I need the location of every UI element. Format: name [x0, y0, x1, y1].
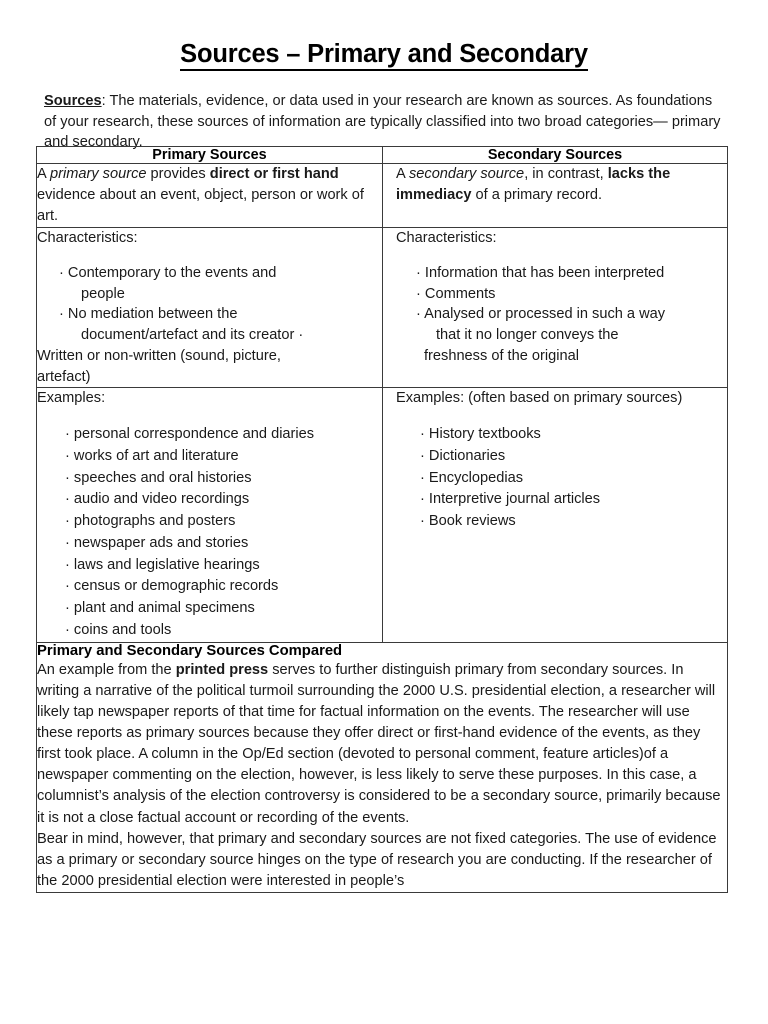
cell-secondary-examples	[383, 388, 728, 642]
primary-characteristic-line: · Contemporary to the events and	[59, 265, 277, 281]
compared-heading: Primary and Secondary Sources Compared	[37, 642, 343, 659]
sources-comparison-table	[36, 146, 728, 893]
list-item: · speeches and oral histories	[65, 468, 382, 489]
secondary-characteristic-line: · Information that has been interpreted	[416, 265, 665, 281]
list-item: · plant and animal specimens	[65, 598, 382, 619]
list-item: · photographs and posters	[65, 511, 382, 532]
page-title-text: Sources – Primary and Secondary	[180, 40, 588, 71]
intro-lead-colon: :	[101, 93, 106, 109]
primary-characteristic-line: · No mediation between the	[59, 306, 238, 323]
table-header-row	[37, 147, 728, 164]
cell-primary-characteristics	[37, 228, 383, 388]
primary-characteristic-line: Written or non-written (sound, picture,	[37, 347, 281, 364]
primary-def-part1: A	[37, 166, 50, 182]
primary-definition-text	[37, 164, 382, 227]
primary-characteristic-line: artefact)	[37, 368, 91, 385]
secondary-def-part3: of a primary record.	[471, 187, 603, 203]
list-item: · laws and legislative hearings	[65, 555, 382, 576]
header-primary-sources: Primary Sources	[37, 147, 383, 164]
secondary-characteristic-line: freshness of the original	[424, 347, 579, 364]
compared-p1-bold: printed press	[175, 661, 269, 678]
cell-secondary-characteristics	[383, 228, 728, 388]
cell-primary-examples	[37, 388, 383, 642]
secondary-definition-text	[396, 164, 727, 206]
cell-sources-compared	[37, 642, 728, 893]
list-item: · works of art and literature	[65, 446, 382, 467]
list-item: · Book reviews	[420, 511, 727, 532]
intro-paragraph	[44, 91, 726, 153]
secondary-characteristics-label: Characteristics:	[396, 230, 497, 246]
table-row-examples	[37, 388, 728, 642]
list-item: · Dictionaries	[420, 446, 727, 467]
primary-characteristic-line: document/artefact and its creator ·	[81, 327, 304, 344]
list-item: · Interpretive journal articles	[420, 489, 727, 510]
compared-p1-part-b: serves to further distinguish primary from secondary sources. In writing a narrative of the political turmoil surrounding the 2000 U.S. presidential election, a researcher will likely tap newspaper reports of that time for factual information on the events. The researcher will use these reports as primary sources because they offer direct or first-hand evidence of the events, as they first took place. A column in the Op/Ed section (devoted to personal comment, feature articles)of a newspaper commenting on the election, however, is less likely to serve these purposes. In this case, a columnist’s analysis of the election controversy is considered to be a secondary source, primarily because it is not a close factual account or recording of the events.	[37, 661, 721, 826]
primary-def-part3: evidence about an event, object, person or work of art.	[37, 187, 364, 224]
primary-examples-label: Examples:	[37, 390, 106, 407]
header-secondary-sources: Secondary Sources	[383, 147, 728, 164]
secondary-def-part1: A	[396, 166, 409, 182]
compared-paragraph-2: Bear in mind, however, that primary and secondary sources are not fixed categories. The use of evidence as a primary or secondary source hinges on the type of research you are conducting. If the researcher of the 2000 presidential election were interested in people’s	[37, 830, 717, 890]
cell-secondary-definition	[383, 164, 728, 228]
primary-characteristics-label: Characteristics:	[37, 230, 138, 246]
primary-def-part2: provides	[146, 166, 210, 182]
table-row-characteristics	[37, 228, 728, 388]
secondary-characteristic-line: that it no longer conveys the	[436, 327, 619, 344]
list-item: · personal correspondence and diaries	[65, 424, 382, 445]
list-item: · coins and tools	[65, 620, 382, 641]
secondary-def-part2: , in contrast,	[524, 166, 608, 182]
secondary-characteristic-line: · Comments	[416, 285, 496, 302]
table-row-definition	[37, 164, 728, 228]
secondary-examples-label: Examples: (often based on primary sources)	[396, 390, 683, 407]
page-title	[0, 0, 768, 69]
secondary-def-bold: lacks the immediacy	[396, 166, 671, 203]
list-item: · Encyclopedias	[420, 468, 727, 489]
primary-examples-list	[65, 424, 382, 640]
primary-characteristic-line: people	[81, 285, 125, 302]
secondary-characteristic-line: · Analysed or processed in such a way	[416, 306, 666, 323]
primary-def-bold: direct or first hand	[209, 166, 339, 182]
compared-paragraph-1	[37, 660, 727, 829]
table-row-compared	[37, 642, 728, 893]
primary-def-italic: primary source	[49, 166, 147, 182]
list-item: · History textbooks	[420, 424, 727, 445]
list-item: · census or demographic records	[65, 576, 382, 597]
intro-body-text: The materials, evidence, or data used in your research are known as sources. As foundations of your research, these sources of information are typically classified into two broad categories— primary and secondary.	[44, 93, 721, 151]
compared-body	[37, 660, 727, 893]
list-item: · newspaper ads and stories	[65, 533, 382, 554]
list-item: · audio and video recordings	[65, 489, 382, 510]
compared-p1-part-a: An example from the	[37, 661, 176, 678]
secondary-examples-list	[420, 424, 727, 532]
intro-lead-label: Sources	[44, 93, 102, 109]
secondary-def-italic: secondary source	[408, 166, 525, 182]
cell-primary-definition	[37, 164, 383, 228]
